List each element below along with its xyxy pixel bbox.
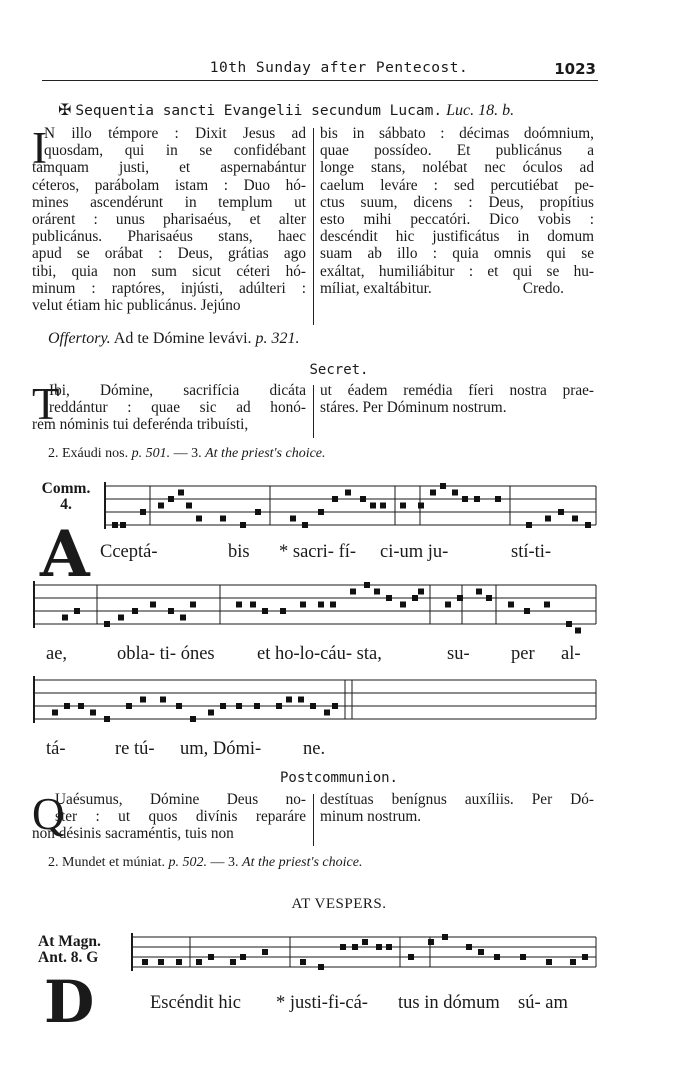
secret-note-a-ref: p. 501. (131, 446, 171, 461)
neume (380, 503, 386, 509)
cross-icon: ✠ (58, 100, 72, 119)
gospel-heading-text: Sequentia sancti Evangelii secundum Lucam. (75, 103, 443, 119)
neume (118, 615, 124, 621)
vesp-lyric-1: Escéndit hic (150, 993, 241, 1013)
postcommunion-note (48, 855, 362, 871)
neume (445, 602, 451, 608)
neume (240, 522, 246, 528)
text-line: ut éadem remédia fíeri nostra prae- (320, 382, 594, 399)
text-line: N illo témpore : Dixit Jesus ad (44, 125, 306, 142)
text-fragment: míliat, exaltábitur. (320, 279, 432, 297)
text-line: Ibi, Dómine, sacrifícia dicáta (49, 382, 306, 399)
secret-initial: T (32, 379, 60, 429)
text-line: bis in sábbato : décimas doómnium, (320, 125, 594, 142)
neume (190, 602, 196, 608)
vesp-lyric-2: * justi-fi-cá- (276, 993, 368, 1013)
gospel-initial: I (32, 123, 47, 173)
neume (230, 959, 236, 965)
comm-lyric-2-6: al- (561, 644, 581, 664)
text-line: esto mihi peccatóri. Dico vobis : (320, 210, 594, 228)
neume (386, 944, 392, 950)
text-line: descéndit hic justificátus in domum (320, 228, 594, 246)
neume (140, 697, 146, 703)
neume (330, 602, 336, 608)
text-line: céteros, parábolam istam : Duo hó- (32, 176, 306, 194)
neume (524, 608, 530, 614)
neume (350, 589, 356, 595)
neume (74, 608, 80, 614)
postcommunion-note-a-ref: p. 502. (168, 855, 208, 870)
neume (254, 703, 260, 709)
comm-lyric-2-1: ae, (46, 644, 68, 664)
neume (494, 954, 500, 960)
neume (374, 589, 380, 595)
neume (546, 959, 552, 965)
neume (476, 589, 482, 595)
neume (400, 602, 406, 608)
neume (240, 954, 246, 960)
neume (190, 716, 196, 722)
neume (428, 939, 434, 945)
comm-lyric-3-4: ne. (303, 739, 326, 759)
comm-lyric-3-3: um, Dómi- (180, 739, 262, 759)
postcommunion-initial: Q (32, 789, 65, 839)
neume (457, 595, 463, 601)
neume (168, 608, 174, 614)
neume (142, 959, 148, 965)
secret-note-b-it: At the priest's choice. (205, 446, 326, 461)
text-line: tibi, quia non sum sicut céteri hó- (32, 262, 306, 280)
text-line: publicánus. Pharisaéus stans, haec (32, 228, 306, 246)
neume (300, 959, 306, 965)
neume (160, 697, 166, 703)
neume (255, 509, 261, 515)
neume (52, 710, 58, 716)
text-line: ctus suum, dicens : Deus, propítius (320, 193, 594, 211)
neume (132, 608, 138, 614)
text-line: tamquam justi, et aspernabántur (32, 159, 306, 177)
neume (520, 954, 526, 960)
neume (332, 703, 338, 709)
neume (345, 490, 351, 496)
text-line: apud se orábat : Deus, grátias ago (32, 245, 306, 263)
neume (575, 628, 581, 634)
secret-note-a: 2. Exáudi nos. (48, 446, 129, 461)
neume (466, 944, 472, 950)
comm-lyric-1-3: * sacri- fí- (279, 542, 357, 562)
neume (280, 608, 286, 614)
neume (178, 490, 184, 496)
neume (112, 522, 118, 528)
postcommunion-note-b-it: At the priest's choice. (242, 855, 363, 870)
neume (262, 949, 268, 955)
neume (168, 496, 174, 502)
neume (572, 516, 578, 522)
neume (196, 516, 202, 522)
neume (364, 582, 370, 588)
neume (440, 483, 446, 489)
neume (90, 710, 96, 716)
vespers-label-1: At Magn. (38, 933, 101, 950)
neume (120, 522, 126, 528)
neume (236, 703, 242, 709)
neume (276, 703, 282, 709)
postcommunion-left-column (32, 791, 306, 843)
neume (486, 595, 492, 601)
neume (176, 959, 182, 965)
neume (570, 959, 576, 965)
neume (400, 503, 406, 509)
neume (176, 703, 182, 709)
neume (558, 509, 564, 515)
text-line: exáltat, humiliábitur : et qui se hu- (320, 262, 594, 280)
neume (452, 490, 458, 496)
neume (104, 621, 110, 627)
comm-lyric-3-1: tá- (46, 739, 66, 759)
text-line: quae possídeo. Et publicánus a (320, 142, 594, 160)
text-line: destítuas benígnus auxíliis. Per Dó- (320, 791, 594, 808)
text-line: rem nóminis tui deferénda tribuísti, (32, 416, 249, 434)
neume (140, 509, 146, 515)
comm-lyric-2-3: et ho-lo-cáu- sta, (257, 644, 382, 664)
neume (300, 602, 306, 608)
offertory-label: Offertory. (48, 330, 111, 347)
neume (332, 496, 338, 502)
neume (340, 944, 346, 950)
neume (352, 944, 358, 950)
neume (370, 503, 376, 509)
gospel-heading-ref: Luc. 18. b. (446, 102, 515, 119)
neume (64, 703, 70, 709)
neume (208, 710, 214, 716)
neume (220, 703, 226, 709)
neume (180, 615, 186, 621)
neume (220, 516, 226, 522)
comm-lyric-1-4: ci-um ju- (380, 542, 449, 562)
neume (310, 703, 316, 709)
text-line: velut étiam hic publicánus. Jejúno (32, 296, 241, 314)
vespers-heading: AT VESPERS. (291, 896, 387, 912)
neume (318, 509, 324, 515)
offertory-ref: p. 321. (255, 330, 300, 347)
text-line: mines ascendérunt in templum ut (32, 193, 306, 211)
text-line: minum : raptóres, injústi, adúlteri : (32, 279, 306, 297)
vespers-label (38, 934, 101, 966)
secret-note-b: — 3. (173, 446, 202, 461)
communion-label-2: 4. (60, 496, 72, 513)
neume (526, 522, 532, 528)
page-number: 1023 (554, 60, 596, 78)
neume (126, 703, 132, 709)
neume (545, 516, 551, 522)
neume (442, 934, 448, 940)
neume (408, 954, 414, 960)
neume (286, 697, 292, 703)
communion-initial: A (40, 517, 90, 592)
text-line: suam ab illo : quia omnis qui se (320, 245, 594, 263)
neume (262, 608, 268, 614)
communion-label-1: Comm. (41, 480, 91, 497)
neume (62, 615, 68, 621)
text-line: quosdam, qui in se confidébant (44, 142, 306, 160)
comm-lyric-2-4: su- (447, 644, 470, 664)
text-line: non désinis sacraméntis, tuis non (32, 825, 234, 843)
neume (78, 703, 84, 709)
neume (104, 716, 110, 722)
postcommunion-note-a: 2. Mundet et múniat. (48, 855, 166, 870)
neume (236, 602, 242, 608)
neume (585, 522, 591, 528)
neume (478, 949, 484, 955)
neume (250, 602, 256, 608)
neume (462, 496, 468, 502)
neume (544, 602, 550, 608)
neume (430, 490, 436, 496)
vespers-label-2: Ant. 8. G (38, 949, 99, 966)
text-line: Uaésumus, Dómine Deus no- (55, 791, 306, 808)
neume (566, 621, 572, 627)
offertory-text: Ad te Dómine levávi. (113, 330, 252, 347)
comm-lyric-1-5: stí-ti- (511, 542, 552, 562)
neume (208, 954, 214, 960)
comm-lyric-2-5: per (511, 644, 535, 664)
text-line: minum nostrum. (320, 808, 422, 826)
comm-lyric-3-2: re tú- (115, 739, 155, 759)
neume (412, 595, 418, 601)
postcommunion-right-column (320, 791, 594, 825)
text-line: stáres. Per Dóminum nostrum. (320, 399, 507, 417)
neume (474, 496, 480, 502)
neume (318, 602, 324, 608)
neume (324, 710, 330, 716)
secret-heading: Secret. (309, 362, 369, 378)
neume (186, 503, 192, 509)
postcommunion-divider (313, 794, 314, 846)
comm-lyric-2-2: obla- ti- ónes (117, 644, 215, 664)
credo-rubric: Credo. (522, 279, 564, 297)
neume (418, 589, 424, 595)
neume (318, 964, 324, 970)
neume (158, 959, 164, 965)
comm-lyric-1-1: Cceptá- (100, 542, 158, 562)
text-line: ster : ut quos divínis reparáre (55, 808, 306, 826)
neume (495, 496, 501, 502)
comm-lyric-1-2: bis (228, 542, 250, 562)
vesp-lyric-4: sú- am (518, 993, 568, 1013)
postcommunion-heading: Postcommunion. (279, 770, 398, 786)
neume (302, 522, 308, 528)
neume (508, 602, 514, 608)
neume (298, 697, 304, 703)
text-line: caelum leváre : sed percutiébat pe- (320, 176, 594, 194)
neume (196, 959, 202, 965)
neume (386, 595, 392, 601)
neume (376, 944, 382, 950)
vesp-lyric-3: tus in dómum (398, 993, 500, 1013)
neume (360, 496, 366, 502)
postcommunion-note-b: — 3. (210, 855, 239, 870)
neume (150, 602, 156, 608)
neume (582, 954, 588, 960)
neume (418, 503, 424, 509)
neume (158, 503, 164, 509)
text-line: longe stans, nolébat nec óculos ad (320, 159, 594, 177)
neume (362, 939, 368, 945)
running-header-title: 10th Sunday after Pentecost. (209, 60, 469, 76)
text-line: orárent : unus pharisaéus, et alter (32, 210, 306, 228)
vespers-initial: D (44, 968, 95, 1036)
neume (290, 516, 296, 522)
text-line: reddántur : quae sic ad honó- (49, 399, 306, 417)
